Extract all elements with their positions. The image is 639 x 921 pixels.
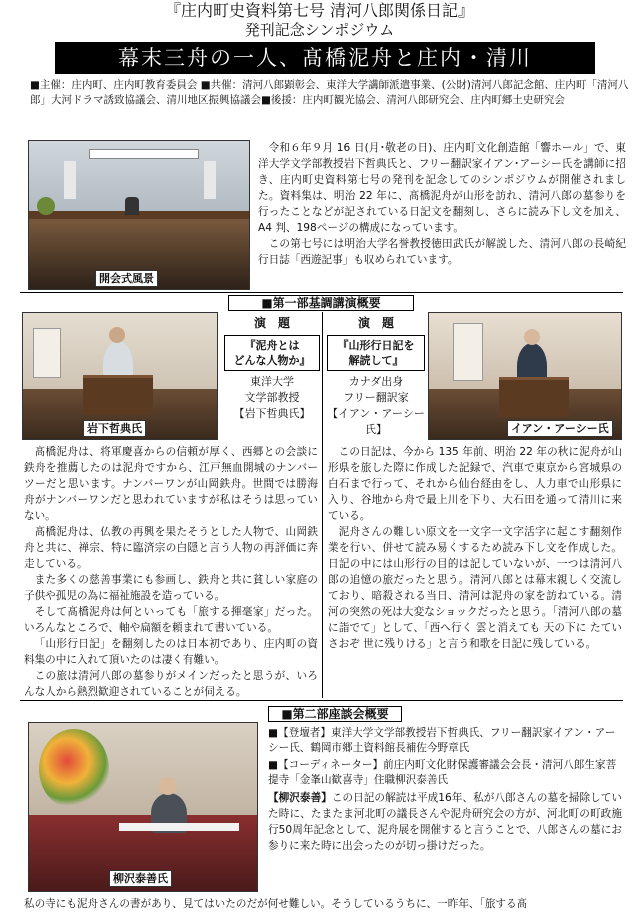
panelists-text: ■【登壇者】東洋大学文学部教授岩下哲典氏、フリー翻訳家イアン・アーシー氏、鶴岡市郷土資料館長補佐今野章氏 <box>268 727 616 754</box>
yanagisawa-photo <box>28 722 258 892</box>
lecture-left-topic-line2: どんな人物か』 <box>233 354 311 367</box>
right-paragraph: 泥舟さんの難しい原文を一文字一文字活字に起こす翻刻作業を行い、併せて読み易くするため読み下し文を作成した。日記の中には山形行の目的は記していないが、一つは清河八郎の追憶の旅だったと思う。清河八郎とは幕末親しく交流しており、暗殺される当日、清河は泥舟の家を訪ねている。清河の突然の死は大変なショックだったと思う。「清河八郎の墓に詣でて」として、「西へ行く 雲と消えても 天の下に たていさおぞ 世に残りける」と言う和歌を日記に残している。 <box>328 526 622 650</box>
arthy-lecture-summary <box>328 444 622 652</box>
lecture-left-info <box>224 314 320 422</box>
lecture-right-origin: カナダ出身 <box>348 375 404 388</box>
opening-photo-caption: 開会式風景 <box>95 270 158 287</box>
part2-summary <box>268 726 622 854</box>
yanagisawa-remarks <box>268 790 622 854</box>
lecture-left-affiliation: 東洋大学 <box>250 375 294 388</box>
main-title-banner: 幕末三舟の一人、髙橋泥舟と庄内・清川 <box>55 42 595 74</box>
intro-text <box>258 140 626 268</box>
part1-heading: ■第一部基調講演概要 <box>228 295 414 311</box>
left-paragraph: 髙橋泥舟は、将軍慶喜からの信頼が厚く、西郷との会談に鉄舟を推薦したのは泥舟ですから、江戸無血開城のナンバーツーだと思います。ナンバーワンが山岡鉄舟。世間では勝海舟がナンバーワンだと思われていますが私はそうは思っていない。 <box>24 446 318 522</box>
arthy-photo <box>428 312 622 440</box>
arthy-caption: イアン・アーシー氏 <box>507 420 613 437</box>
speaker-remarks: この日記の解読は平成16年、私が八郎さんの墓を掃除していた時に、たまたま河北町の議長さんや泥舟研究会の方が、河北町の町政施行50周年記念として、泥舟展を開催すると言うことで、八郎さんの墓にお参りに来た時に出会ったのが切っ掛けだった。 <box>268 792 623 852</box>
coordinator-text: ■【コーディネーター】前庄内町文化財保護審議会会長・清河八郎生家菩提寺「金峯山歓喜寺」住職柳沢泰善氏 <box>268 759 617 786</box>
closing-line: 私の寺にも泥舟さんの書があり、見てはいたのだが何せ難しい。そうしているうちに、一昨年、「旅する髙 <box>24 898 528 910</box>
intro-paragraph-2: この第七号には明治大学名誉教授徳田武氏が解説した、清河八郎の長崎紀行日誌「西遊記事」も収められています。 <box>258 238 626 266</box>
series-title: 『庄内町史資料第七号 清河八郎関係日記』 <box>164 1 475 20</box>
lecture-left-speaker-name: 【岩下哲典氏】 <box>233 407 311 420</box>
intro-paragraph-1: 令和６年９月 16 日(月･敬老の日)、庄内町文化創造館「響ホール」で、東洋大学文学部教授岩下哲典氏と、フリー翻訳家イアン･アーシー氏を講師に招き、庄内町史資料第七号の発刊を記念してのシンポジウムが開催されました。資料集は、明治 22 年に、髙橋泥舟が山形を訪れ、清河八郎の墓参りを行ったことなどが記されている日記文を翻刻し、さらに読み下し文を加え、A4 判、198ページの構成になっています。 <box>258 142 626 234</box>
left-paragraph: 「山形行日記」を翻刻したのは日本初であり、庄内町の資料集の中に入れて頂いたのは凄く有難い。 <box>24 638 318 666</box>
lecture-left-position: 文学部教授 <box>244 391 300 404</box>
lecture-right-topic-line2: 解読して』 <box>348 354 404 367</box>
lecture-right-info <box>327 314 425 438</box>
lecture-right-speaker-name: 【イアン・アーシー氏】 <box>327 407 425 436</box>
lecture-right-topic <box>327 335 425 371</box>
organizers-text: ■主催：庄内町、庄内町教育委員会 ■共催：清河八郎顕彰会、東洋大学講師派遣事業、(公財)清河八郎記念館、庄内町「清河八郎」大河ドラマ誘致協議会、清川地区振興協議会■後援：庄内町観光協会、清河八郎研究会、庄内町郷土史研究会 <box>30 79 629 106</box>
left-paragraph: 髙橋泥舟は、仏教の再興を果たそうとした人物で、山岡鉄舟と共に、禅宗、特に臨済宗の白隠と言う人物の再評価に奔走している。 <box>24 526 318 570</box>
left-paragraph: この旅は清河八郎の墓参りがメインだったと思うが、いろんな人から熱烈歓迎されていることが伺える。 <box>24 670 318 698</box>
right-paragraph: この日記は、今から 135 年前、明治 22 年の秋に泥舟が山形県を旅した際に作成した記録で、汽車で東京から宮城県の白石まで行って、それから仙台経由をし、人力車で山形県に入り、谷地から舟で最上川を下り、大石田を通って清川に来ている。 <box>328 446 622 522</box>
yanagisawa-caption: 柳沢泰善氏 <box>109 870 172 887</box>
iwashita-lecture-summary <box>24 444 318 700</box>
part2-heading: ■第二部座談会概要 <box>268 706 402 722</box>
lecture-right-position: フリー翻訳家 <box>343 391 409 404</box>
left-paragraph: そして髙橋泥舟は何といっても「旅する揮毫家」だった。いろんなところで、軸や扁額を頼まれて書いている。 <box>24 606 318 634</box>
event-title: 発刊記念シンポジウム <box>244 21 395 39</box>
opening-ceremony-photo <box>28 140 250 290</box>
left-paragraph: また多くの慈善事業にも参画し、鉄舟と共に貧しい家庭の子供や孤児の為に福祉施設を造っている。 <box>24 574 318 602</box>
speaker-tag: 【柳沢泰善】 <box>268 792 332 804</box>
iwashita-caption: 岩下哲典氏 <box>83 420 146 437</box>
lecture-right-label: 演 題 <box>357 316 394 330</box>
lecture-left-label: 演 題 <box>253 316 290 330</box>
lecture-left-topic-line1: 『泥舟とは <box>244 339 300 352</box>
iwashita-photo <box>22 312 218 440</box>
lecture-right-topic-line1: 『山形行日記を <box>337 339 415 352</box>
lecture-left-topic <box>224 335 320 371</box>
